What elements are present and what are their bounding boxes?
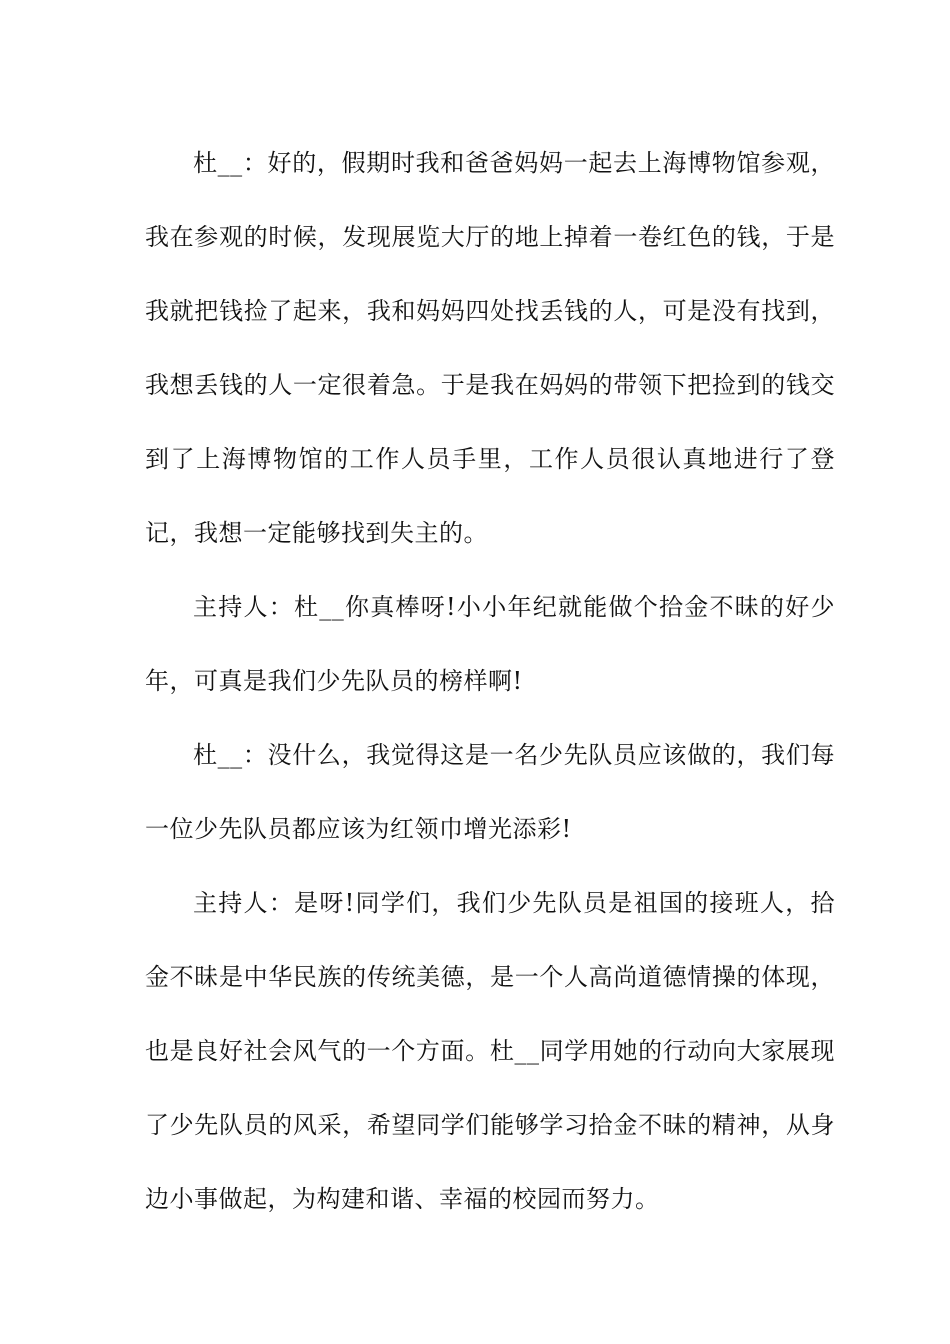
paragraph-du-museum-story: 杜__：好的，假期时我和爸爸妈妈一起去上海博物馆参观，我在参观的时候，发现展览大厅的地上掉着一卷红色的钱，于是我就把钱捡了起来，我和妈妈四处找丢钱的人，可是没有找到，我想丢钱的人一定很着急。于是我在妈妈的带领下把捡到的钱交到了上海博物馆的工作人员手里，工作人员很认真地进行了登记，我想一定能够找到失主的。	[145, 149, 835, 547]
document-body	[145, 126, 835, 1236]
paragraph-du-reply: 杜__：没什么，我觉得这是一名少先队员应该做的，我们每一位少先队员都应该为红领巾增光添彩!	[145, 741, 835, 843]
paragraph-host-closing: 主持人：是呀!同学们，我们少先队员是祖国的接班人，拾金不昧是中华民族的传统美德，是一个人高尚道德情操的体现，也是良好社会风气的一个方面。杜__同学用她的行动向大家展现了少先队员的风采，希望同学们能够学习拾金不昧的精神，从身边小事做起，为构建和谐、幸福的校园而努力。	[145, 889, 835, 1213]
paragraph-host-praise: 主持人：杜__你真棒呀!小小年纪就能做个拾金不昧的好少年，可真是我们少先队员的榜样啊!	[145, 593, 835, 695]
